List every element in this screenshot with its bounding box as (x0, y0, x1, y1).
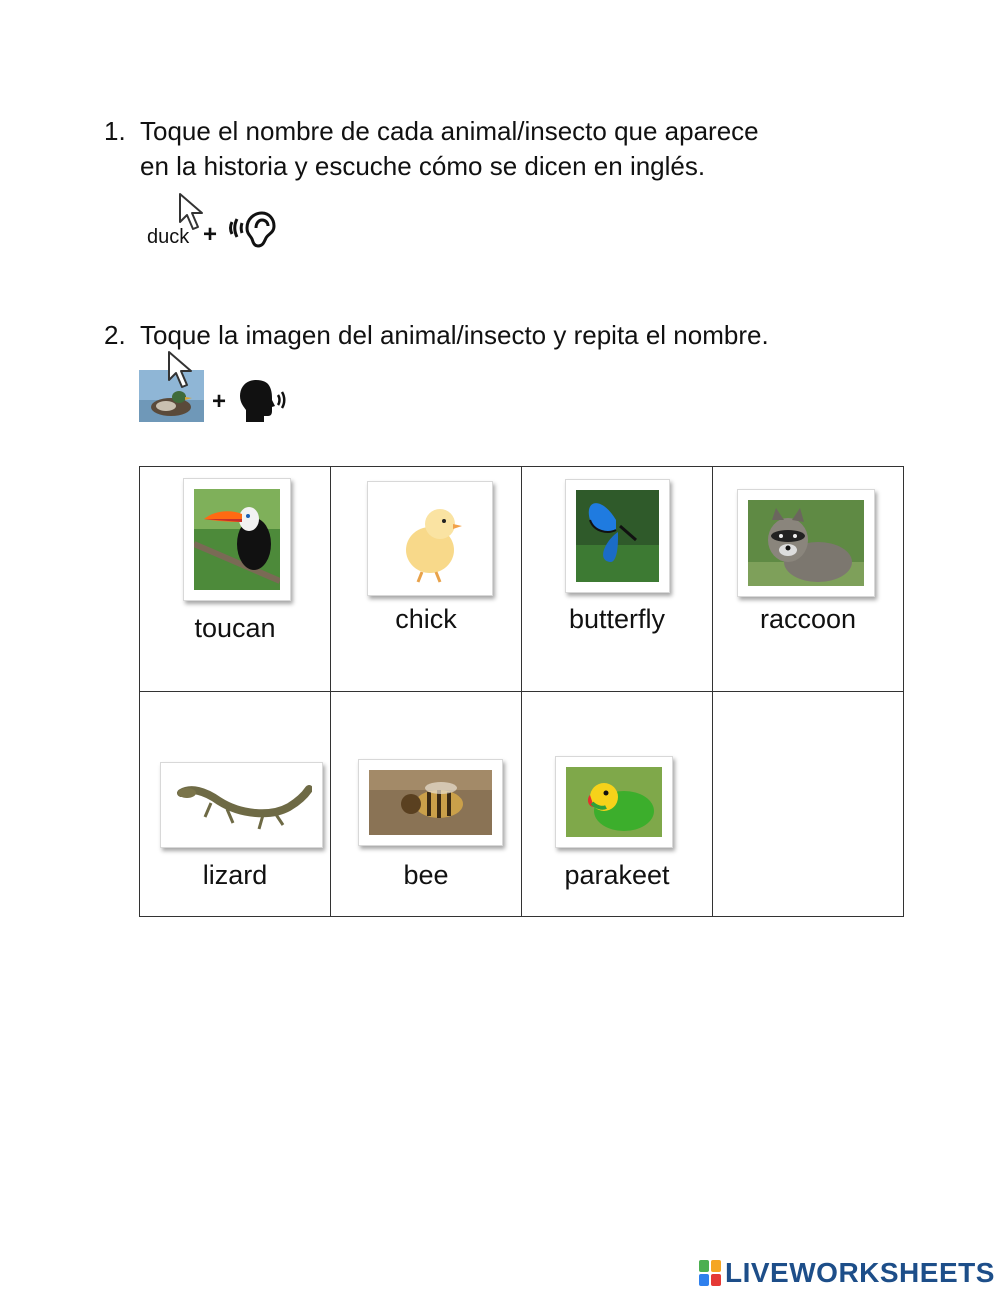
grid-cell-raccoon (713, 467, 904, 692)
grid-cell-butterfly (522, 467, 713, 692)
instruction-1 (104, 114, 904, 189)
hearing-icon (228, 206, 276, 250)
instruction-line: en la historia y escuche cómo se dicen en inglés. (140, 151, 706, 181)
instruction-text: Toque la imagen del animal/insecto y repita el nombre. (140, 320, 769, 350)
raccoon-image[interactable] (737, 489, 875, 597)
logo-square (711, 1260, 721, 1272)
pointer-cursor-icon (165, 350, 199, 394)
grid-cell-empty (713, 692, 904, 917)
logo-mark (699, 1260, 721, 1286)
animal-label[interactable]: chick (395, 604, 457, 634)
animal-label[interactable]: butterfly (568, 604, 666, 634)
plus-sign: + (203, 221, 218, 248)
instruction-line: Toque el nombre de cada animal/insecto que aparece (140, 116, 759, 146)
instruction-number: 2. (104, 320, 126, 350)
brand-name: LIVEWORKSHEETS (725, 1257, 995, 1288)
liveworksheets-logo (699, 1258, 995, 1288)
chick-image[interactable] (367, 481, 493, 596)
logo-square (699, 1274, 709, 1286)
instruction-number: 1. (104, 116, 126, 146)
grid-cell-chick (331, 467, 522, 692)
instruction-2 (104, 318, 904, 358)
plus-sign: + (212, 388, 227, 415)
butterfly-image[interactable] (565, 479, 670, 593)
logo-square (699, 1260, 709, 1272)
grid-cell-parakeet (522, 692, 713, 917)
instruction-text (140, 114, 759, 184)
animal-grid (139, 466, 904, 917)
demo-word: duck (147, 226, 190, 248)
bee-image[interactable] (358, 759, 503, 846)
parakeet-image[interactable] (555, 756, 673, 848)
grid-cell-bee (331, 692, 522, 917)
toucan-image[interactable] (183, 478, 291, 601)
animal-label[interactable]: parakeet (564, 860, 670, 890)
animal-label[interactable]: bee (403, 860, 449, 890)
animal-label[interactable]: raccoon (759, 604, 857, 634)
animal-label[interactable]: lizard (202, 860, 268, 890)
lizard-image[interactable] (160, 762, 323, 848)
logo-square (711, 1274, 721, 1286)
grid-cell-toucan (140, 467, 331, 692)
animal-label[interactable]: toucan (194, 613, 276, 643)
speaking-head-icon (238, 378, 290, 424)
grid-cell-lizard (140, 692, 331, 917)
